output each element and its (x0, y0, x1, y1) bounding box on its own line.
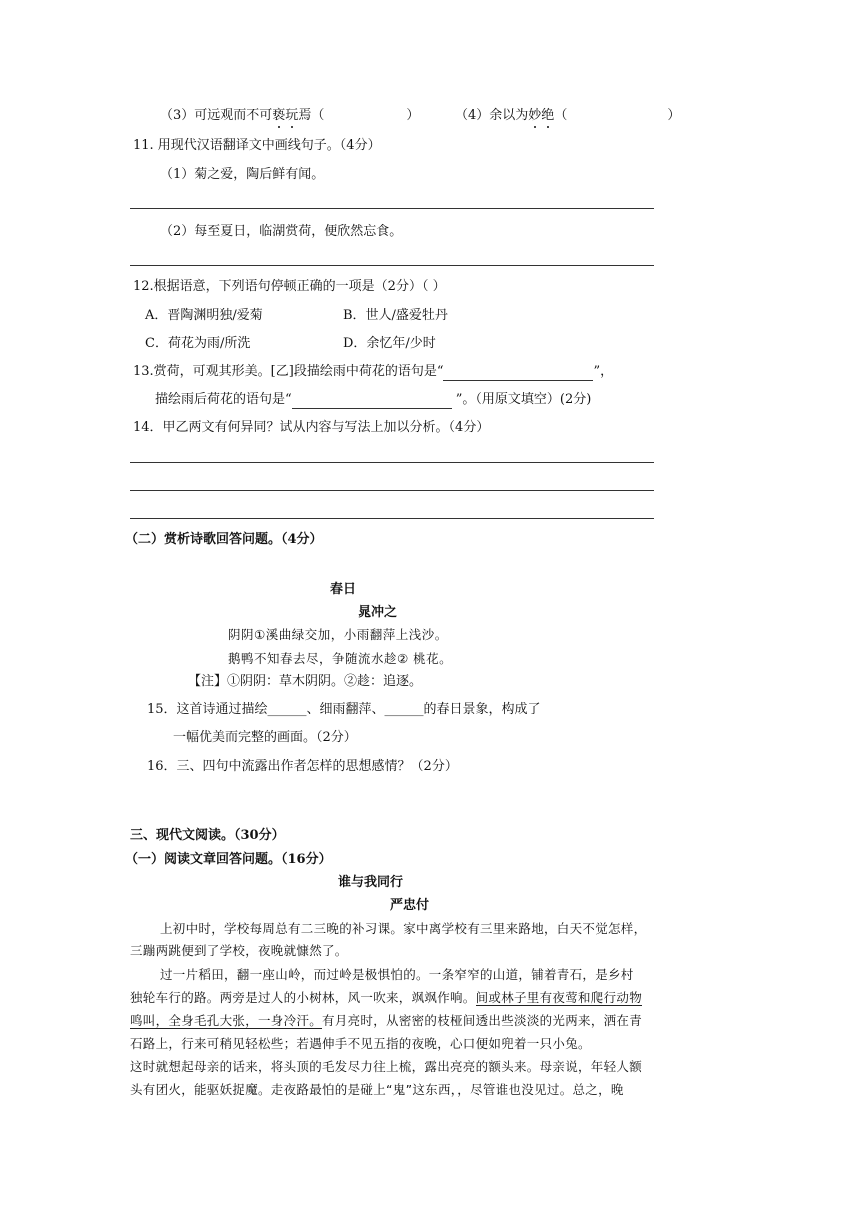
answer-line[interactable] (130, 518, 654, 519)
answer-blank[interactable] (567, 111, 667, 125)
answer-line[interactable] (130, 462, 654, 463)
answer-line[interactable] (130, 265, 654, 266)
article-paragraph: 这时就想起母亲的话来，将头顶的毛发尽力往上梳，露出亮亮的额头来。母亲说，年轻人额 (130, 1059, 643, 1074)
q13-line-2: 描绘雨后荷花的语句是“ ”。（用原文填空）(2分) (155, 392, 592, 407)
q14-title: 14．甲乙两文有何异同？试从内容与写法上加以分析。（4分） (133, 420, 490, 435)
q11-sentence-1: （1）菊之爱，陶后鲜有闻。 (160, 167, 325, 182)
q12-option-d[interactable]: D．余忆年/少时 (343, 336, 436, 351)
q16-title: 16．三、四句中流露出作者怎样的思想感情？（2分） (147, 759, 458, 774)
answer-blank[interactable] (292, 394, 452, 409)
q12-option-a[interactable]: A．晋陶渊明独/爱菊 (145, 308, 263, 323)
answer-line[interactable] (130, 208, 654, 209)
q11-sentence-2: （2）每至夏日，临湖赏荷，便欣然忘食。 (160, 224, 403, 239)
poem-line-2: 鹅鸭不知春去尽，争随流水趁② 桃花。 (228, 651, 453, 666)
answer-line[interactable] (130, 490, 654, 491)
poem-title: 春日 (330, 582, 357, 597)
article-author: 严忠付 (390, 898, 430, 913)
answer-blank[interactable] (324, 111, 406, 125)
q15-line-1: 15．这首诗通过描绘______、细雨翻萍、______的春日景象，构成了 (147, 702, 541, 717)
poem-line-1: 阴阴①溪曲绿交加，小雨翻萍上浅沙。 (228, 627, 448, 642)
article-paragraph: 过一片稻田，翻一座山岭，而过岭是极惧怕的。一条窄窄的山道，铺着青石，是乡村 (160, 967, 634, 982)
poem-author: 晁冲之 (358, 605, 398, 620)
article-paragraph: 头有团火，能驱妖捉魔。走夜路最怕的是碰上“鬼”这东西，，尽管谁也没见过。总之，晚 (130, 1082, 624, 1097)
dotted-word: 妙绝 (528, 108, 555, 123)
underlined-sentence: 鸣叫，全身毛孔大张，一身冷汗。 (130, 1013, 323, 1028)
section-3-heading: 三、现代文阅读。（30分） (130, 828, 285, 843)
article-paragraph: 上初中时，学校每周总有二三晚的补习课。家中离学校有三里来路地，白天不觉怎样， (160, 921, 647, 936)
article-paragraph: 石路上，行来可稍见轻松些；若遇伸手不见五指的夜晚，心口便如兜着一只小兔。 (130, 1036, 591, 1051)
poem-note: 【注】①阴阴：草木阴阴。②趁：追逐。 (188, 674, 423, 689)
q12-title: 12.根据语意，下列语句停顿正确的一项是（2分）（ ） (133, 279, 446, 294)
article-title: 谁与我同行 (338, 875, 404, 890)
subsection-heading: （一）阅读文章回答问题。（16分） (125, 852, 332, 867)
underlined-sentence: 间或林子里有夜莺和爬行动物 (475, 990, 643, 1005)
article-paragraph: 鸣叫，全身毛孔大张，一身冷汗。有月亮时，从密密的枝桠间透出些淡淡的光两来，洒在青 (130, 1013, 643, 1028)
q10-item3: （3）可远观而不可亵玩焉（ ） (160, 108, 420, 123)
dotted-word: 亵玩 (272, 108, 299, 123)
q12-option-c[interactable]: C．荷花为雨/所洗 (145, 336, 251, 351)
section-heading: （二）赏析诗歌回答问题。（4分） (125, 532, 323, 547)
answer-blank[interactable] (443, 366, 593, 381)
article-paragraph: 独轮车行的路。两旁是过人的小树林，风一吹来，飒飒作响。间或林子里有夜莺和爬行动物 (130, 990, 643, 1005)
q13-line-1: 13.赏荷，可观其形美。[乙]段描绘雨中荷花的语句是“ ”， (133, 364, 614, 379)
article-paragraph: 三蹦两跳便到了学校，夜晚就慷然了。 (130, 943, 348, 958)
q12-option-b[interactable]: B．世人/盛爱牡丹 (343, 308, 448, 323)
q10-item4: （4）余以为妙绝（ ） (455, 108, 681, 123)
q15-line-2: 一幅优美而完整的画面。（2分） (173, 730, 357, 745)
q11-title: 11. 用现代汉语翻译文中画线句子。（4分） (133, 138, 381, 153)
